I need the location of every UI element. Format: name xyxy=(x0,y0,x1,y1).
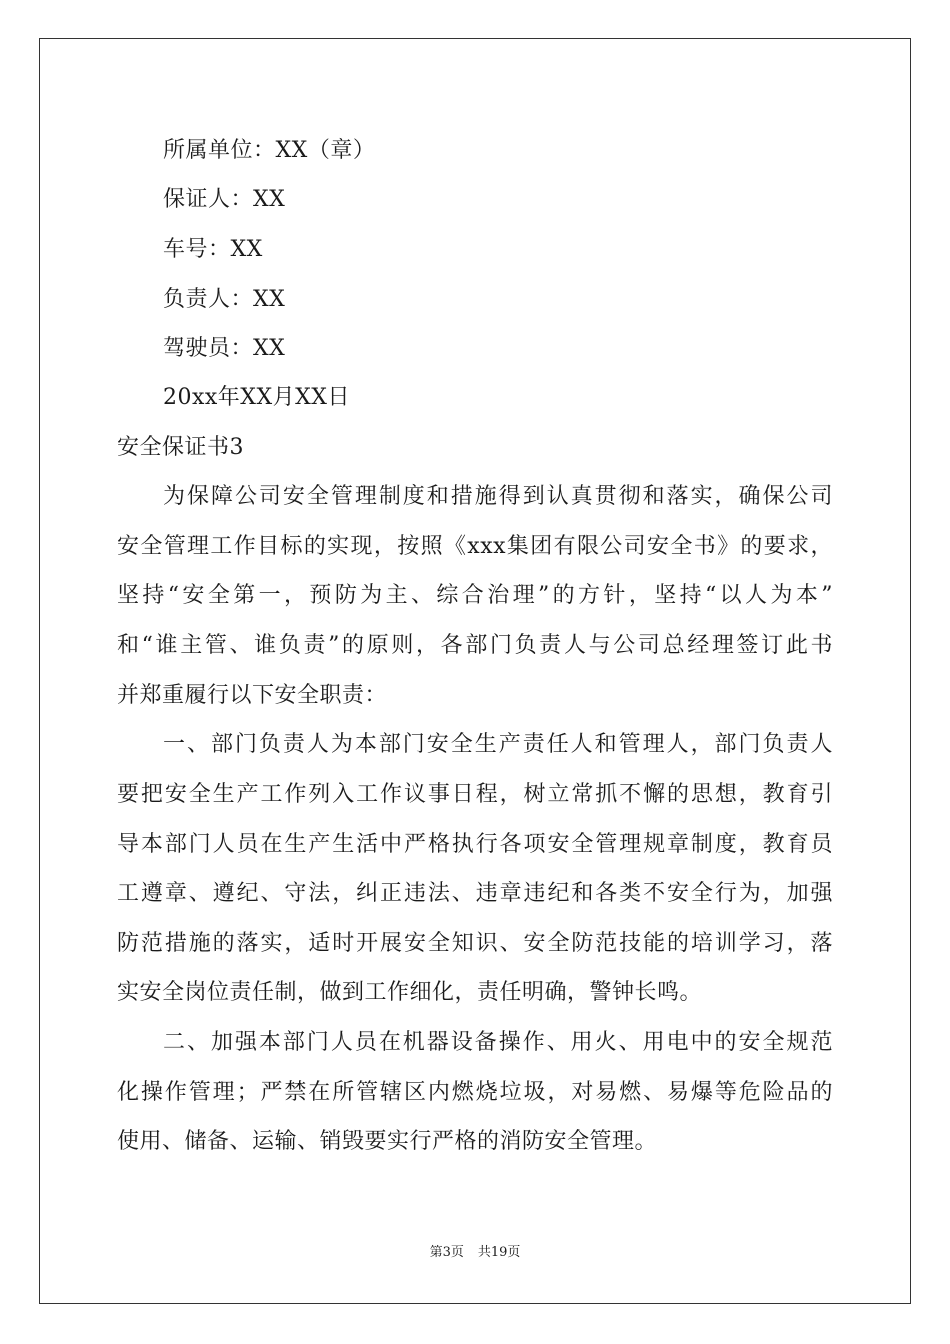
paragraph-line: 防范措施的落实，适时开展安全知识、安全防范技能的培训学习，落 xyxy=(117,931,833,956)
paragraph-line: 化操作管理；严禁在所管辖区内燃烧垃圾，对易燃、易爆等危险品的 xyxy=(117,1080,833,1105)
paragraph-line: 导本部门人员在生产生活中严格执行各项安全管理规章制度，教育员 xyxy=(117,832,833,857)
page-border xyxy=(39,38,911,1304)
paragraph-line: 二、加强本部门人员在机器设备操作、用火、用电中的安全规范 xyxy=(163,1030,833,1055)
paragraph-line: 一、部门负责人为本部门安全生产责任人和管理人，部门负责人 xyxy=(163,732,833,757)
paragraph-line: 并郑重履行以下安全职责： xyxy=(117,683,388,708)
paragraph-line: 和“谁主管、谁负责”的原则，各部门负责人与公司总经理签订此书 xyxy=(117,633,833,658)
paragraph-line: 坚持“安全第一，预防为主、综合治理”的方针，坚持“以人为本” xyxy=(117,583,833,608)
page-footer xyxy=(0,1244,950,1262)
paragraph-line: 工遵章、遵纪、守法，纠正违法、违章违纪和各类不安全行为，加强 xyxy=(117,881,833,906)
driver-line: 驾驶员：XX xyxy=(163,336,286,361)
page-number: 第3页 xyxy=(429,1245,464,1260)
vehicle-line: 车号：XX xyxy=(163,237,263,262)
section-title: 安全保证书3 xyxy=(117,435,244,460)
guarantor-line: 保证人：XX xyxy=(163,187,286,212)
paragraph-line: 使用、储备、运输、销毁要实行严格的消防安全管理。 xyxy=(117,1129,658,1154)
date-line: 20xx年XX月XX日 xyxy=(163,385,350,410)
paragraph-line: 实安全岗位责任制，做到工作细化，责任明确，警钟长鸣。 xyxy=(117,980,703,1005)
paragraph-line: 安全管理工作目标的实现，按照《xxx集团有限公司安全书》的要求， xyxy=(117,534,833,559)
responsible-line: 负责人：XX xyxy=(163,287,286,312)
page-total: 共19页 xyxy=(477,1245,521,1260)
paragraph-line: 为保障公司安全管理制度和措施得到认真贯彻和落实，确保公司 xyxy=(163,484,833,509)
unit-line: 所属单位：XX（章） xyxy=(163,138,376,163)
paragraph-line: 要把安全生产工作列入工作议事日程，树立常抓不懈的思想，教育引 xyxy=(117,782,833,807)
